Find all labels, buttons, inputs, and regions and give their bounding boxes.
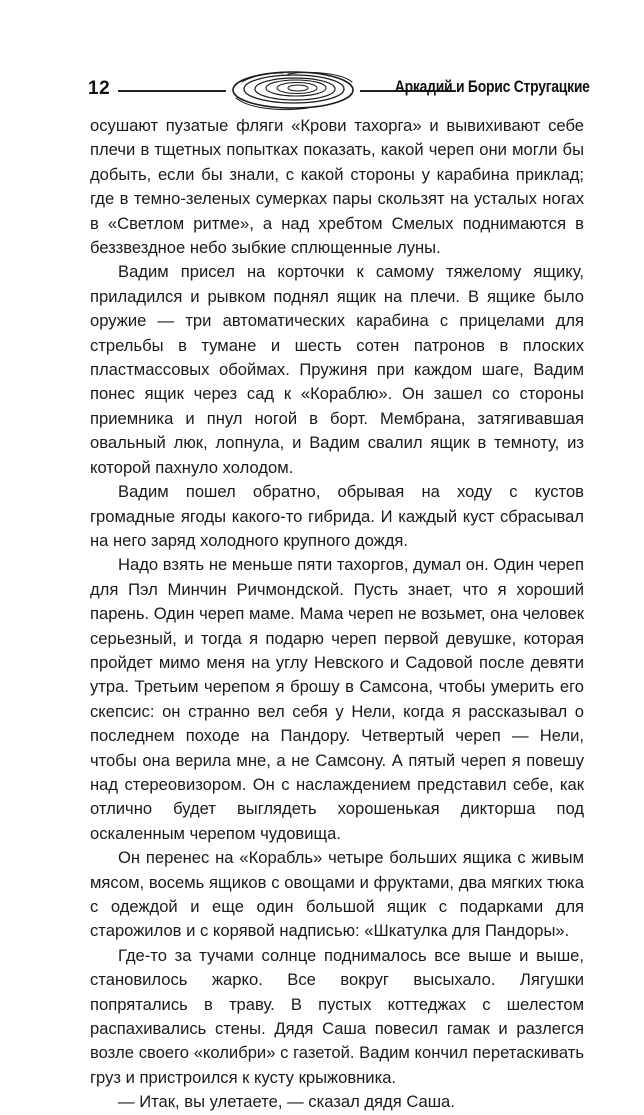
paragraph: — Итак, вы улетаете, — сказал дядя Саша.	[118, 1092, 455, 1112]
paragraph: Вадим пошел обратно, обрывая на ходу с кустов громадные ягоды какого-то гибрида. И каждый куст сбрасывал на него заряд холодного крупного дождя.	[90, 482, 584, 550]
page-header	[88, 62, 590, 114]
paragraph: Вадим присел на корточки к самому тяжелому ящику, приладился и рывком поднял ящик на плечи. В ящике было оружие — три автоматических карабина с прицелами для стрельбы в тумане и шесть сотен патронов в плоских пластмассовых обоймах. Пружиня при каждом шаге, Вадим понес ящик через сад к «Кораблю». Он зашел со стороны приемника и пнул ногой в борт. Мембрана, затягивавшая овальный люк, лопнула, и Вадим свалил ящик в темноту, из которой пахнуло холодом.	[90, 262, 584, 477]
paragraph: Надо взять не меньше пяти тахоргов, думал он. Один череп для Пэл Минчин Ричмондской. Пусть знает, что я хороший парень. Один череп маме. Мама череп не возьмет, она человек серьезный, и тогда я подарю череп первой девушке, которая пройдет мимо меня на углу Невского и Садовой после девяти утра. Третьим черепом я брошу в Самсона, чтобы умерить его скепсис: он странно вел себя у Нели, когда я рассказывал о последнем походе на Пандору. Четвертый череп — Нели, чтобы она верила мне, а не Самсону. А пятый череп я повешу над стереовизором. Он с наслаждением представил себе, как отлично будет выглядеть хорошенькая дикторша под оскаленным черепом чудовища.	[90, 555, 584, 843]
paragraph: Где-то за тучами солнце поднималось все выше и выше, становилось жарко. Все вокруг высыхало. Лягушки попрятались в траву. В пустых коттеджах с шелестом распахивались стены. Дядя Саша повесил гамак и разлегся возле своего «колибри» с газетой. Вадим кончил перетаскивать груз и пристроился к кусту крыжовника.	[90, 945, 584, 1087]
swirl-ornament-icon	[228, 68, 358, 112]
header-rule-left	[118, 90, 226, 92]
paragraph: Он перенес на «Корабль» четыре больших ящика с живым мясом, восемь ящиков с овощами и фруктами, два мягких тюка с одеждой и еще один большой ящик с подарками для старожилов и с корявой надписью: «Шкатулка для Пандоры».	[90, 848, 584, 941]
body-text	[90, 114, 584, 1115]
running-title: Аркадий и Борис Стругацкие	[395, 77, 590, 96]
page-number: 12	[88, 78, 111, 99]
paragraph: осушают пузатые фляги «Крови тахорга» и вывихивают себе плечи в тщетных попытках показать, какой череп они могли бы добыть, если бы знали, с какой стороны у карабина приклад; где в темно-зеленых сумерках пары скользят на усталых ногах в «Светлом ритме», а над хребтом Смелых поднимаются в беззвездное небо зыбкие сплющенные луны.	[90, 116, 584, 258]
